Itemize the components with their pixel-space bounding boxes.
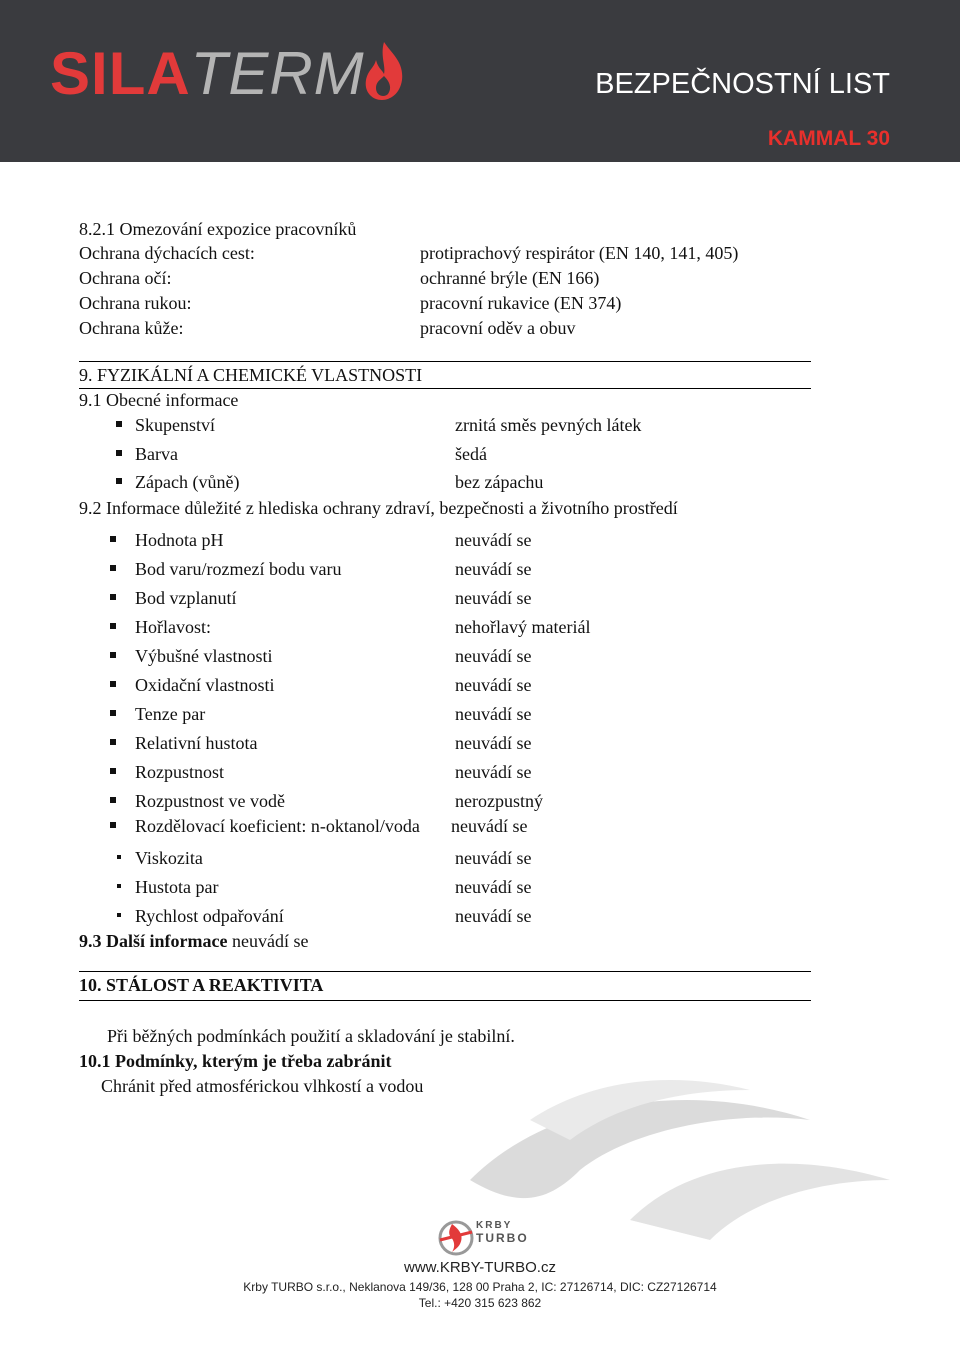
- property-value: nehořlavý materiál: [455, 617, 591, 637]
- divider: [79, 388, 811, 389]
- property-value: neuvádí se: [455, 877, 532, 897]
- divider: [79, 1000, 811, 1001]
- footer-company: Krby TURBO s.r.o., Neklanova 149/36, 128 00 Praha 2, IC: 27126714, DIC: CZ27126714: [243, 1280, 717, 1294]
- property-value: neuvádí se: [455, 704, 532, 724]
- property-label: Rozdělovací koeficient: n-oktanol/voda: [135, 816, 420, 836]
- property-label: Relativní hustota: [135, 733, 258, 753]
- other-info: [79, 931, 308, 951]
- exposure-label: Ochrana kůže:: [79, 318, 184, 338]
- property-label: Hořlavost:: [135, 617, 211, 637]
- divider: [79, 361, 811, 362]
- general-info-heading: 9.1 Obecné informace: [79, 390, 239, 410]
- property-value: neuvádí se: [451, 816, 528, 836]
- other-info-value: neuvádí se: [227, 931, 309, 951]
- property-label: Hodnota pH: [135, 530, 224, 550]
- property-label: Rychlost odpařování: [135, 906, 284, 926]
- bullet-icon: [110, 797, 116, 803]
- section-9-heading: 9. FYZIKÁLNÍ A CHEMICKÉ VLASTNOSTI: [79, 365, 423, 385]
- bullet-icon: [110, 623, 116, 629]
- property-value: neuvádí se: [455, 733, 532, 753]
- bullet-icon: [110, 768, 116, 774]
- property-value: neuvádí se: [455, 675, 532, 695]
- exposure-value: pracovní oděv a obuv: [420, 318, 576, 338]
- bullet-icon: [110, 710, 116, 716]
- property-label: Rozpustnost: [135, 762, 225, 782]
- property-label: Bod vzplanutí: [135, 588, 237, 608]
- property-value: nerozpustný: [455, 791, 543, 811]
- bullet-icon: [117, 884, 121, 888]
- stability-text: Při běžných podmínkách použití a skladování je stabilní.: [107, 1026, 515, 1046]
- logo-text-sila: SILA: [50, 40, 191, 107]
- footer-phone: Tel.: +420 315 623 862: [418, 1296, 542, 1310]
- property-label: Bod varu/rozmezí bodu varu: [135, 559, 342, 579]
- bullet-icon: [117, 913, 121, 917]
- document-title: BEZPEČNOSTNÍ LIST: [595, 68, 890, 100]
- flame-icon: [362, 40, 408, 102]
- bullet-icon: [110, 594, 116, 600]
- exposure-value: ochranné brýle (EN 166): [420, 268, 600, 288]
- exposure-label: Ochrana rukou:: [79, 293, 192, 313]
- property-value: neuvádí se: [455, 762, 532, 782]
- property-value: zrnitá směs pevných látek: [455, 415, 642, 435]
- property-value: bez zápachu: [455, 472, 544, 492]
- bullet-icon: [116, 421, 122, 427]
- property-label: Barva: [135, 444, 178, 464]
- bullet-icon: [117, 855, 121, 859]
- property-label: Zápach (vůně): [135, 472, 240, 492]
- conditions-text: Chránit před atmosférickou vlhkostí a vodou: [101, 1076, 424, 1096]
- property-label: Oxidační vlastnosti: [135, 675, 275, 695]
- bullet-icon: [110, 822, 116, 828]
- property-label: Skupenství: [135, 415, 216, 435]
- property-label: Tenze par: [135, 704, 206, 724]
- bullet-icon: [110, 536, 116, 542]
- exposure-value: protiprachový respirátor (EN 140, 141, 405): [420, 243, 739, 263]
- bullet-icon: [110, 652, 116, 658]
- bullet-icon: [116, 478, 122, 484]
- property-value: neuvádí se: [455, 646, 532, 666]
- logo-text-turbo: TURBO: [476, 1231, 529, 1245]
- logo-text-krby: KRBY: [476, 1220, 513, 1231]
- conditions-heading: 10.1 Podmínky, kterým je třeba zabránit: [79, 1051, 392, 1071]
- divider: [79, 971, 811, 972]
- product-name: KAMMAL 30: [767, 127, 890, 150]
- property-label: Výbušné vlastnosti: [135, 646, 273, 666]
- section-10-heading: 10. STÁLOST A REAKTIVITA: [79, 975, 324, 995]
- bullet-icon: [116, 450, 122, 456]
- exposure-heading: 8.2.1 Omezování expozice pracovníků: [79, 219, 357, 239]
- property-label: Rozpustnost ve vodě: [135, 791, 285, 811]
- property-value: šedá: [455, 444, 487, 464]
- property-label: Viskozita: [135, 848, 203, 868]
- silaterm-logo: [50, 40, 365, 107]
- bullet-icon: [110, 565, 116, 571]
- bullet-icon: [110, 681, 116, 687]
- property-value: neuvádí se: [455, 530, 532, 550]
- property-value: neuvádí se: [455, 848, 532, 868]
- footer-website[interactable]: www.KRBY-TURBO.cz: [404, 1259, 556, 1276]
- page-header: [0, 0, 960, 162]
- property-value: neuvádí se: [455, 559, 532, 579]
- other-info-label: 9.3 Další informace: [79, 931, 228, 951]
- exposure-label: Ochrana očí:: [79, 268, 172, 288]
- property-value: neuvádí se: [455, 906, 532, 926]
- krby-turbo-logo: [438, 1218, 528, 1263]
- property-value: neuvádí se: [455, 588, 532, 608]
- logo-text-term: TERM: [190, 40, 365, 107]
- exposure-label: Ochrana dýchacích cest:: [79, 243, 255, 263]
- important-info-heading: 9.2 Informace důležité z hlediska ochrany zdraví, bezpečnosti a životního prostředí: [79, 498, 678, 518]
- property-label: Hustota par: [135, 877, 219, 897]
- bullet-icon: [110, 739, 116, 745]
- exposure-value: pracovní rukavice (EN 374): [420, 293, 622, 313]
